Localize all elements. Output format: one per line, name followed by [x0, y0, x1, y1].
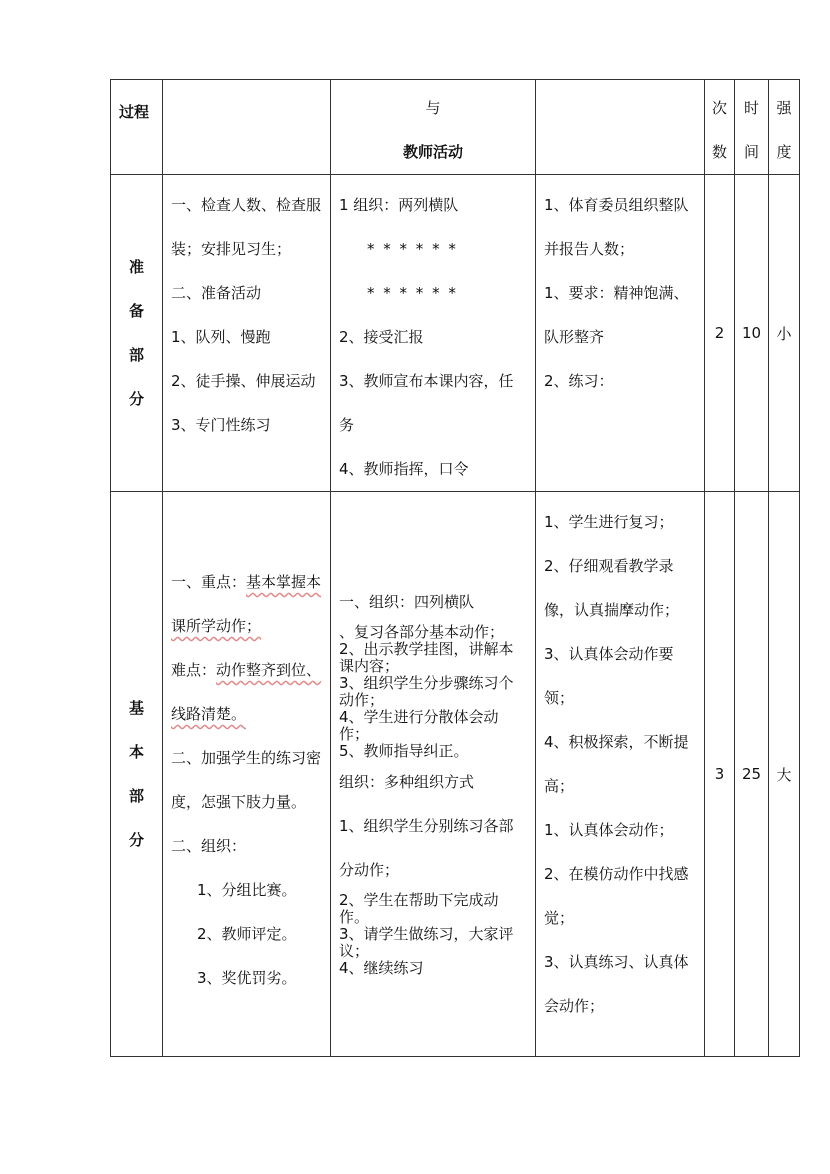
- header-teacher: [331, 80, 536, 175]
- header-intensity: [769, 80, 800, 175]
- prep-content-line: 3、专门性练习: [171, 416, 271, 434]
- basic-teacher-line: 4、继续练习: [339, 959, 424, 977]
- prep-count: 2: [705, 175, 735, 492]
- basic-teacher-line: 2、学生在帮助下完成动作。: [339, 891, 499, 926]
- basic-label: 基 本 部 分: [111, 492, 163, 1057]
- header-center-bottom: 教师活动: [402, 143, 463, 161]
- prep-formation-row: * * * * * *: [367, 240, 458, 258]
- basic-student-line: 2、在模仿动作中找感觉；: [544, 865, 689, 927]
- header-count-2: 数: [711, 143, 727, 161]
- basic-teacher: [331, 492, 536, 1057]
- basic-teacher-line: 4、学生进行分散体会动作；: [339, 708, 499, 743]
- basic-content-line: 二、加强学生的练习密度，怎强下肢力量。: [171, 749, 322, 811]
- header-count-1: 次: [711, 99, 727, 117]
- prep-label: 准 备 部 分: [111, 175, 163, 492]
- basic-student-line: 1、学生进行复习；: [544, 513, 674, 531]
- basic-time: 25: [735, 492, 769, 1057]
- basic-teacher-line: 2、出示教学挂图，讲解本课内容；: [339, 640, 514, 675]
- prep-student: [536, 175, 705, 492]
- prep-content-line: 二、准备活动: [171, 284, 262, 302]
- basic-key-point: 一、重点：基本掌握本课所学动作；: [171, 573, 322, 635]
- prep-teacher-line: 3、教师宣布本课内容，任务: [339, 372, 514, 434]
- basic-difficulty: 难点：动作整齐到位、线路清楚。: [171, 661, 322, 723]
- header-process: 过程: [111, 80, 163, 175]
- basic-content: [163, 492, 331, 1057]
- basic-student-line: 4、积极探索，不断提高；: [544, 733, 689, 795]
- header-intensity-2: 度: [776, 143, 792, 161]
- header-student: [536, 80, 705, 175]
- prep-row: [111, 175, 800, 492]
- prep-teacher: [331, 175, 536, 492]
- header-content: [163, 80, 331, 175]
- prep-content-line: 1、队列、慢跑: [171, 328, 271, 346]
- header-time: [735, 80, 769, 175]
- basic-teacher-line: 1、组织学生分别练习各部分动作；: [339, 817, 514, 879]
- header-row: [111, 80, 800, 175]
- basic-student-line: 1、认真体会动作；: [544, 821, 674, 839]
- basic-student: [536, 492, 705, 1057]
- basic-content-sub: 3、奖优罚劣。: [197, 969, 297, 987]
- prep-time: 10: [735, 175, 769, 492]
- prep-teacher-line: 1 组织：两列横队: [339, 196, 459, 214]
- basic-row: [111, 492, 800, 1057]
- lesson-plan-table: [110, 79, 800, 1057]
- basic-content-line: 二、组织：: [171, 837, 247, 855]
- basic-count: 3: [705, 492, 735, 1057]
- basic-student-line: 3、认真练习、认真体会动作；: [544, 953, 689, 1015]
- basic-teacher-line: 3、组织学生分步骤练习个动作；: [339, 674, 514, 709]
- basic-teacher-line: 一、组织：四列横队: [339, 593, 475, 611]
- basic-teacher-line: 组织：多种组织方式: [339, 773, 475, 791]
- basic-content-sub: 1、分组比赛。: [197, 881, 297, 899]
- prep-teacher-line: 2、接受汇报: [339, 328, 424, 346]
- basic-content-sub: 2、教师评定。: [197, 925, 297, 943]
- header-time-1: 时: [743, 99, 759, 117]
- basic-teacher-line: 5、教师指导纠正。: [339, 742, 469, 760]
- basic-intensity: 大: [769, 492, 800, 1057]
- prep-student-line: 1、要求：精神饱满、队形整齐: [544, 284, 689, 346]
- prep-intensity: 小: [769, 175, 800, 492]
- prep-teacher-line: 4、教师指挥，口令: [339, 460, 469, 478]
- prep-student-line: 1、体育委员组织整队并报告人数；: [544, 196, 689, 258]
- header-center-top: 与: [425, 99, 441, 117]
- header-intensity-1: 强: [776, 99, 792, 117]
- prep-student-line: 2、练习：: [544, 372, 614, 390]
- header-time-2: 间: [743, 143, 759, 161]
- prep-content-line: 一、检查人数、检查服装；安排见习生；: [171, 196, 322, 258]
- basic-teacher-line: 、复习各部分基本动作；: [339, 623, 505, 641]
- prep-formation-row: * * * * * *: [367, 284, 458, 302]
- basic-student-line: 2、仔细观看教学录像，认真揣摩动作；: [544, 557, 680, 619]
- basic-teacher-line: 3、请学生做练习，大家评议；: [339, 925, 514, 960]
- header-count: [705, 80, 735, 175]
- basic-student-line: 3、认真体会动作要领；: [544, 645, 674, 707]
- prep-content-line: 2、徒手操、伸展运动: [171, 372, 316, 390]
- prep-content: [163, 175, 331, 492]
